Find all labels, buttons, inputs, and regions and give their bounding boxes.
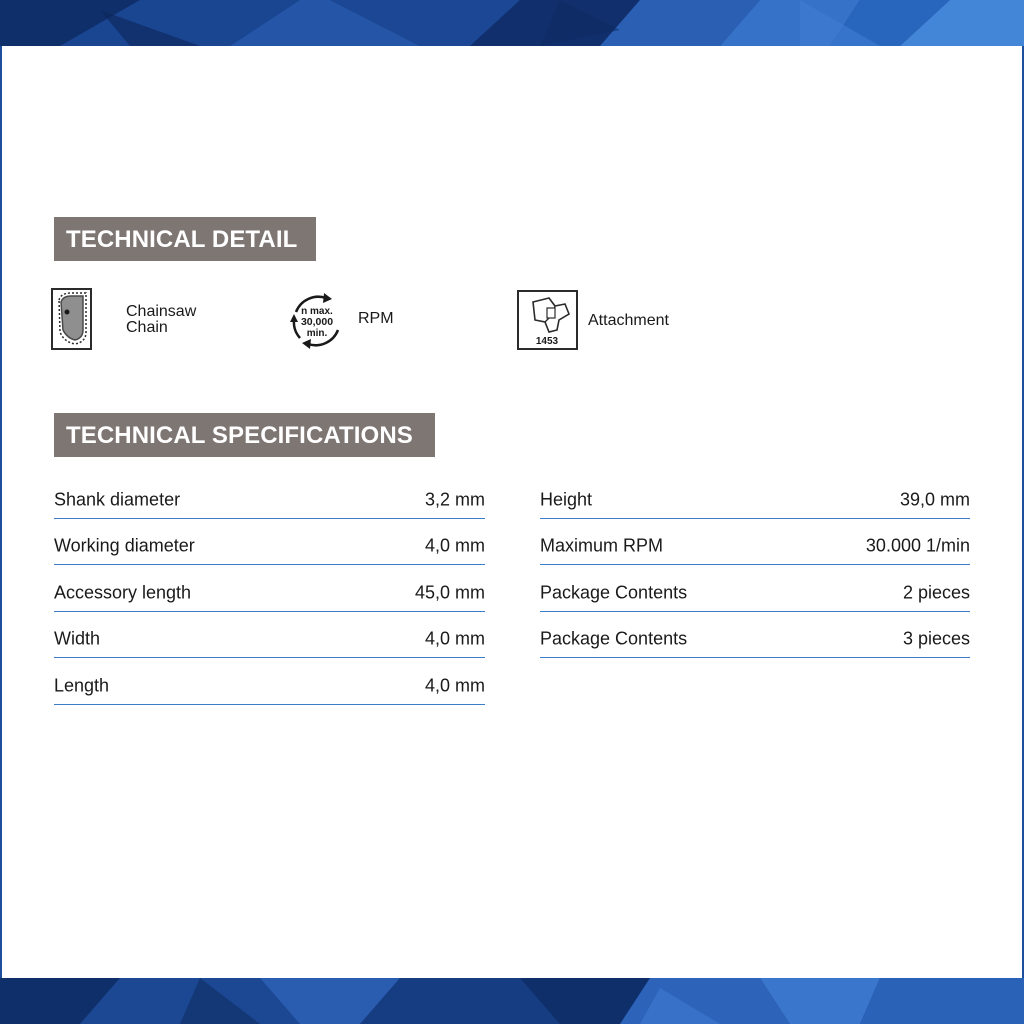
spec-row-working-diameter (54, 519, 485, 565)
spec-row-package-contents (540, 566, 970, 612)
spec-value: 4,0 mm (424, 535, 485, 556)
spec-value: 2 pieces (902, 582, 970, 603)
spec-label: Shank diameter (54, 489, 181, 510)
feature-label-line: Chainsaw (126, 303, 197, 320)
spec-value: 4,0 mm (424, 628, 485, 649)
spec-label: Height (540, 489, 593, 510)
spec-label: Maximum RPM (540, 535, 664, 556)
rpm-icon (286, 290, 348, 352)
rpm-icon-text: 30,000 (300, 316, 334, 328)
spec-label: Working diameter (54, 535, 195, 556)
spec-row-width (54, 612, 485, 658)
attachment-icon-text: 1453 (535, 336, 559, 347)
feature-label-chainsaw-chain (126, 304, 196, 336)
spec-label: Package Contents (540, 582, 688, 603)
bottom-decorative-band (0, 978, 1024, 1024)
spec-value: 39,0 mm (899, 489, 970, 510)
spec-label: Accessory length (54, 582, 192, 603)
spec-row-package-contents (540, 612, 970, 658)
spec-value: 45,0 mm (414, 582, 485, 603)
spec-label: Package Contents (540, 628, 688, 649)
feature-label-line: Chain (126, 319, 168, 336)
chainsaw-chain-icon (51, 288, 92, 350)
spec-row-accessory-length (54, 566, 485, 612)
spec-label: Width (54, 628, 101, 649)
rpm-icon-text: n max. (301, 306, 333, 317)
spec-value: 3,2 mm (424, 489, 485, 510)
spec-value: 3 pieces (902, 628, 970, 649)
feature-label-attachment: Attachment (588, 312, 669, 329)
rpm-icon-text: min. (306, 328, 328, 339)
technical-specifications-heading: TECHNICAL SPECIFICATIONS (54, 413, 435, 457)
attachment-icon (517, 290, 578, 350)
spec-row-shank-diameter (54, 473, 485, 519)
spec-row-length (54, 659, 485, 705)
spec-value: 4,0 mm (424, 675, 485, 696)
spec-label: Length (54, 675, 110, 696)
spec-row-height (540, 473, 970, 519)
feature-label-rpm: RPM (358, 310, 394, 327)
technical-detail-heading: TECHNICAL DETAIL (54, 217, 316, 261)
top-decorative-band (0, 0, 1024, 46)
spec-value: 30.000 1/min (865, 535, 970, 556)
spec-row-maximum-rpm (540, 519, 970, 565)
